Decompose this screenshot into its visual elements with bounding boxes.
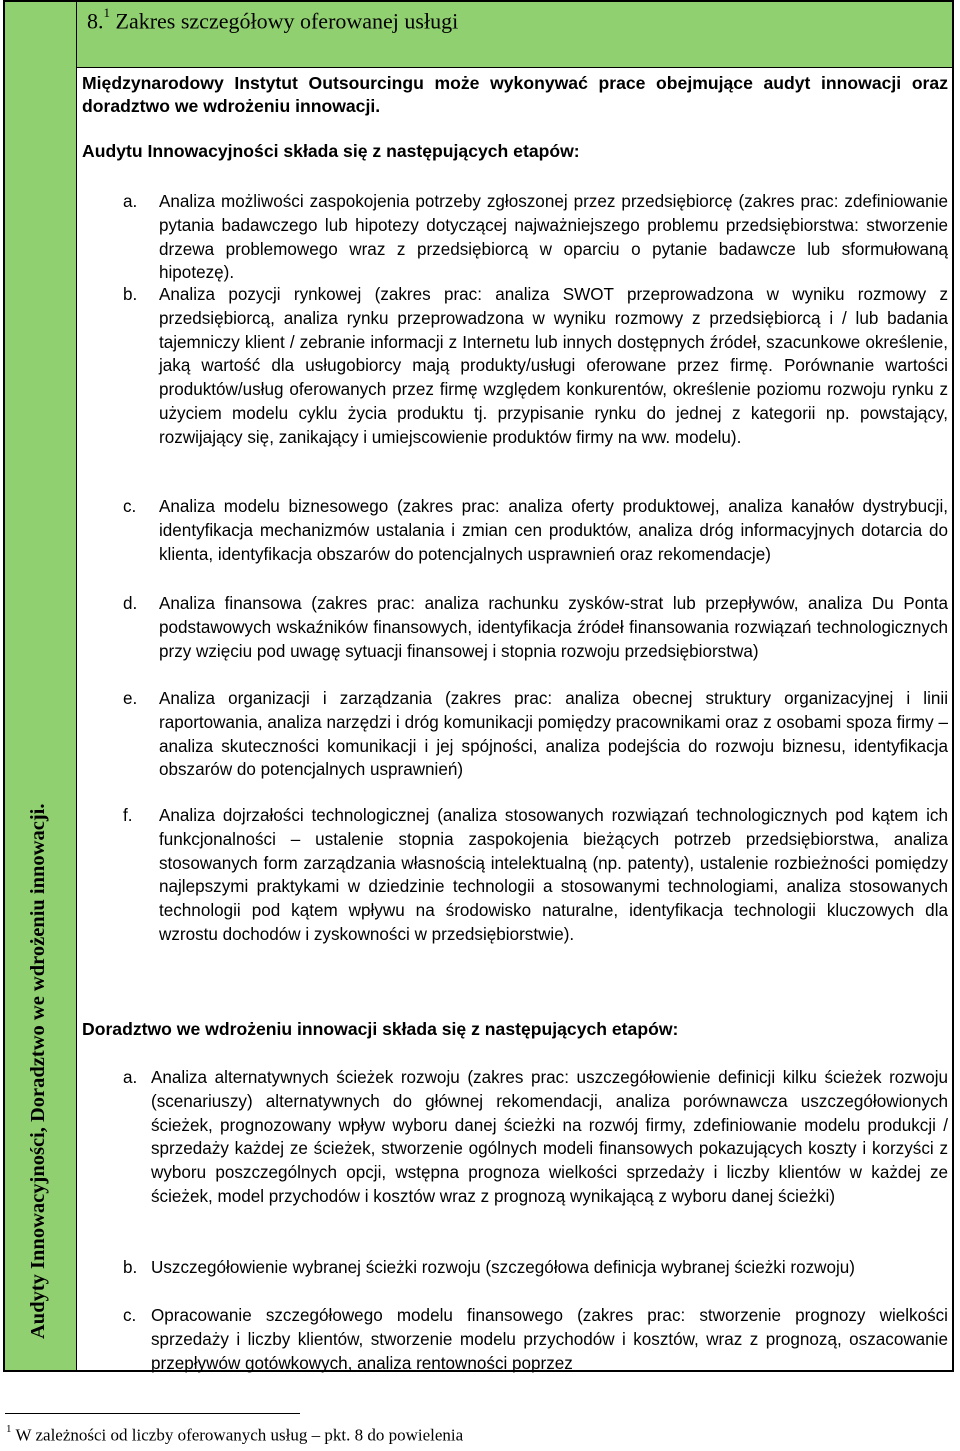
- section-title-text: Zakres szczegółowy oferowanej usługi: [110, 8, 459, 34]
- audit-item-e: [123, 687, 948, 782]
- sidebar-vertical-title: Audyty Innowacyjności, Doradztwo we wdrożeniu innowacji.: [27, 803, 49, 1339]
- section-title: [87, 5, 459, 34]
- audit-item-c: [123, 495, 948, 566]
- list-item-text: Uszczegółowienie wybranej ścieżki rozwoju (szczegółowa definicja wybranej ścieżki rozwoju): [151, 1258, 855, 1277]
- audit-item-b: [123, 283, 948, 450]
- audit-item-f: [123, 804, 948, 947]
- list-marker: a.: [123, 192, 138, 211]
- consulting-item-b: [123, 1256, 948, 1280]
- audit-heading: Audytu Innowacyjności składa się z następujących etapów:: [82, 141, 580, 161]
- consulting-heading: Doradztwo we wdrożeniu innowacji składa się z następujących etapów:: [82, 1019, 679, 1039]
- list-marker: c.: [123, 1306, 137, 1325]
- sidebar-band: [5, 2, 77, 1370]
- intro-paragraph: Międzynarodowy Instytut Outsourcingu może wykonywać prace obejmujące audyt innowacji oraz doradztwo we wdrożeniu innowacji.: [82, 73, 948, 116]
- list-item-text: Analiza alternatywnych ścieżek rozwoju (zakres prac: uszczegółowienie definicji kilku ścieżek rozwoju (scenariuszy) alternatywnych do głównej rekomendacji, analiza porównawcza uszczegółowionych ścieżek, prognozowany wpływ wyboru danej ścieżki na rozwój firmy, zdefiniowanie modelu produkcji / sprzedaży każdej ze ścieżek, stworzenie ogólnych modeli finansowych pokazujących koszty i korzyści z wyboru poszczególnych opcji, wstępna prognoza wielkości sprzedaży i liczby klientów w każdej ze ścieżek, model przychodów i kosztów wraz z prognozą wynikającą z wyboru danej ścieżki): [151, 1068, 948, 1206]
- footnote-ref[interactable]: 1: [103, 5, 110, 20]
- section-number: 8.: [87, 8, 104, 34]
- audit-item-a: [123, 190, 948, 285]
- list-marker: b.: [123, 1258, 138, 1277]
- footnote-text: W zależności od liczby oferowanych usług – pkt. 8 do powielenia: [15, 1425, 464, 1445]
- consulting-item-c: [123, 1304, 948, 1375]
- list-item-text: Analiza modelu biznesowego (zakres prac: analiza oferty produktowej, analiza kanałów dystrybucji, identyfikacja mechanizmów ustalania i zmian cen produktów, analiza dróg informacyjnych dotarcia do klienta, identyfikacja obszarów do potencjalnych usprawnień oraz rekomendacje): [159, 497, 948, 564]
- consulting-item-a: [123, 1066, 948, 1209]
- list-marker: d.: [123, 594, 138, 613]
- list-marker: b.: [123, 285, 138, 304]
- list-marker: a.: [123, 1068, 138, 1087]
- audit-item-d: [123, 592, 948, 663]
- list-item-text: Analiza organizacji i zarządzania (zakres prac: analiza obecnej struktury organizacyjnej i linii raportowania, analiza narzędzi i dróg komunikacji pomiędzy pracownikami oraz z osobami spoza firmy – analiza skuteczności komunikacji i jej spójności, analiza podejścia do rozwoju biznesu, identyfikacja obszarów do potencjalnych usprawnień): [159, 689, 948, 780]
- section-header: [77, 2, 952, 68]
- footnote: [6, 1425, 463, 1446]
- list-item-text: Analiza możliwości zaspokojenia potrzeby zgłoszonej przez przedsiębiorcę (zakres prac: zdefiniowanie pytania badawczego lub hipotezy dotyczącej najważniejszego problemu przedsiębiorstwa: stworzenie drzewa problemowego wraz z przedsiębiorcą w oparciu o pytanie badawcze lub sformułowaną hipotezę).: [159, 192, 948, 283]
- list-marker: c.: [123, 497, 137, 516]
- list-item-text: Analiza dojrzałości technologicznej (analiza stosowanych rozwiązań technologicznych pod kątem ich funkcjonalności – ustalenie stopnia zaspokojenia bieżących potrzeb przedsiębiorstwa, analiza stosowanych form zarządzania własnością intelektualną (np. patenty), ustalenie rozbieżności pomiędzy najlepszymi praktykami w dziedzinie technologii a stosowanymi technologiami, analiza stosowanych technologii pod kątem wpływu na środowisko naturalne, identyfikacja technologii kluczowych dla wzrostu dochodów i zyskowności w przedsiębiorstwie).: [159, 806, 948, 944]
- list-item-text: Analiza finansowa (zakres prac: analiza rachunku zysków-strat lub przepływów, analiza Du Ponta podstawowych wskaźników finansowych, identyfikacja źródeł finansowania rozwiązań technologicznych przy wzięciu pod uwagę sytuacji finansowej i stopnia rozwoju przedsiębiorstwa): [159, 594, 948, 661]
- list-item-text: Analiza pozycji rynkowej (zakres prac: analiza SWOT przeprowadzona w wyniku rozmowy z przedsiębiorcą, analiza rynku przeprowadzona w wyniku rozmowy z przedsiębiorcą i / lub badania tajemniczy klient / zebranie informacji z Internetu lub innych dostępnych źródeł, szacunkowe określenie, jaką wartość dla usługobiorcy mają produkty/usługi oferowane przez firmę. Porównanie wartości produktów/usług oferowanych przez firmę względem konkurentów, określenie poziomu rozwoju rynku z użyciem modelu cyklu życia produktu tj. przypisanie rynku do jednej z kategorii np. powstający, rozwijający się, zanikający i umiejscowienie produktów firmy na ww. modelu).: [159, 285, 948, 447]
- list-marker: e.: [123, 689, 138, 708]
- footnote-number: 1: [6, 1423, 12, 1435]
- footnote-divider: [5, 1413, 300, 1414]
- list-item-text: Opracowanie szczegółowego modelu finansowego (zakres prac: stworzenie prognozy wielkości sprzedaży i liczby klientów, stworzenie modelu przychodów i kosztów, wraz z prognozą, oszacowanie przepływów gotówkowych, analiza rentowności poprzez: [151, 1306, 948, 1373]
- list-marker: f.: [123, 806, 133, 825]
